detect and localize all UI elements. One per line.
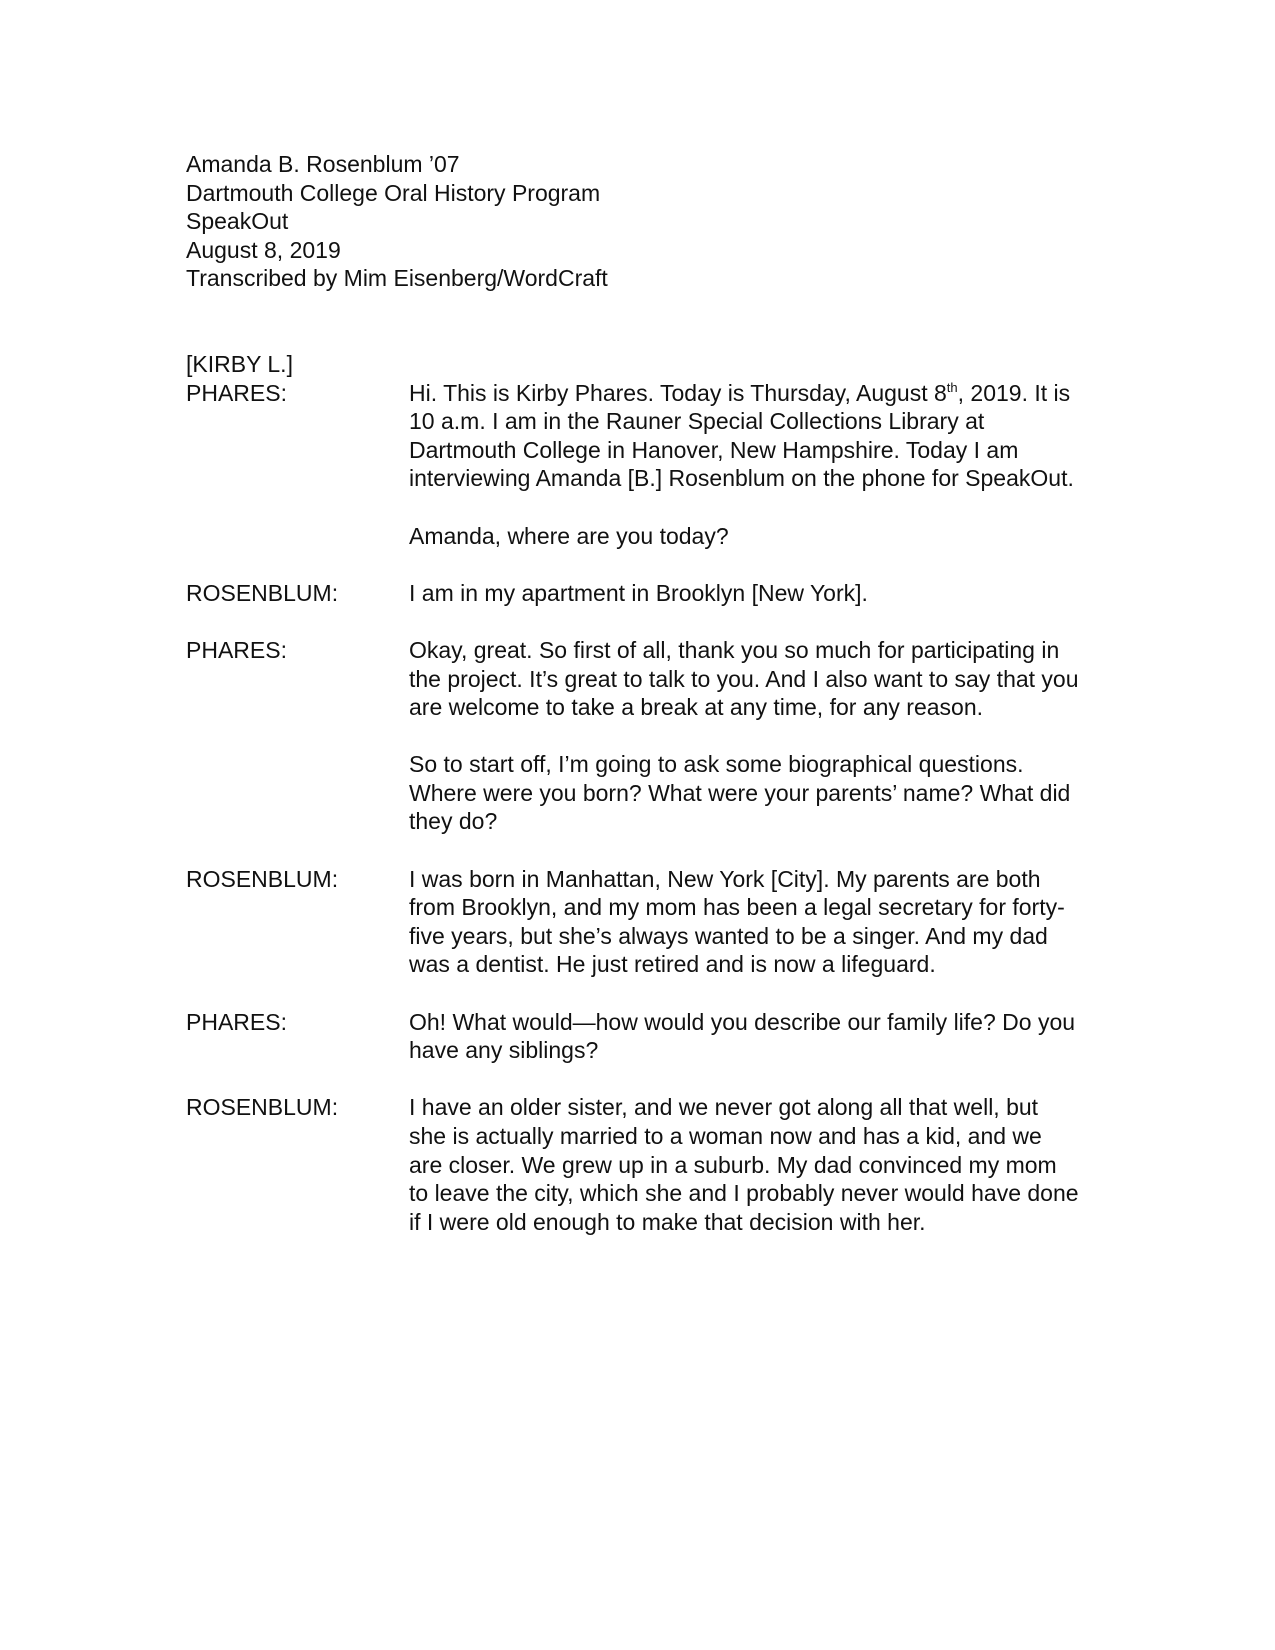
header-spacer	[186, 293, 1086, 350]
speaker-label	[186, 636, 409, 665]
transcript-turn	[186, 1008, 1086, 1065]
paragraph: Okay, great. So first of all, thank you so much for participating in the project. It’s great to talk to you. And I also want to say that you are welcome to take a break at any time, for any reason.	[409, 636, 1079, 721]
paragraph-text: Hi. This is Kirby Phares. Today is Thursday, August 8	[409, 379, 947, 406]
transcript-turn	[186, 636, 1086, 836]
paragraph	[409, 379, 1079, 493]
paragraph: I was born in Manhattan, New York [City]. My parents are both from Brooklyn, and my mom has been a legal secretary for forty-five years, but she’s always wanted to be a singer. And my dad was a dentist. He just retired and is now a lifeguard.	[409, 865, 1065, 978]
transcript-turn	[186, 865, 1086, 979]
speech-text	[409, 1093, 1079, 1236]
ordinal-suffix: th	[946, 379, 958, 395]
speaker-label	[186, 1008, 409, 1037]
speech-text	[409, 865, 1079, 979]
speech-text	[409, 636, 1079, 836]
speaker-name: PHARES:	[186, 636, 287, 663]
document-header	[186, 150, 1086, 293]
interviewee-name: Amanda B. Rosenblum ’07	[186, 151, 460, 177]
paragraph: Oh! What would—how would you describe our family life? Do you have any siblings?	[409, 1008, 1076, 1064]
paragraph: I have an older sister, and we never got along all that well, but she is actually married to a woman now and has a kid, and we are closer. We grew up in a suburb. My dad convinced my mom to leave the city, which she and I probably never would have done if I were old enough to make that decision with her.	[409, 1094, 1079, 1235]
speaker-label	[186, 1093, 409, 1122]
speaker-name: ROSENBLUM:	[186, 865, 339, 892]
speaker-label	[186, 579, 409, 608]
transcript-body	[186, 350, 1086, 1236]
program-name: Dartmouth College Oral History Program	[186, 179, 601, 206]
speech-text	[409, 1008, 1079, 1065]
speaker-name: PHARES:	[186, 379, 287, 406]
speaker-label	[186, 865, 409, 894]
interview-date: August 8, 2019	[186, 236, 341, 263]
speaker-label	[186, 350, 409, 407]
speaker-name: PHARES:	[186, 1008, 287, 1035]
paragraph-text: , 2019. It is 10 a.m. I am in the Rauner Special Collections Library at Dartmouth College in Hanover, New Hampshire. Today I am interviewing Amanda [B.] Rosenblum on the phone for SpeakOut.	[409, 379, 1074, 492]
transcript-turn	[186, 579, 1086, 608]
paragraph: Amanda, where are you today?	[409, 522, 729, 549]
speech-text	[409, 350, 1079, 550]
paragraph: So to start off, I’m going to ask some biographical questions. Where were you born? What were your parents’ name? What did they do?	[409, 751, 1071, 835]
transcript-page	[186, 150, 1086, 1265]
speaker-name: ROSENBLUM:	[186, 1094, 339, 1121]
transcript-turn	[186, 350, 1086, 550]
speaker-name: ROSENBLUM:	[186, 579, 339, 606]
project-name: SpeakOut	[186, 208, 289, 235]
speaker-prefix: [KIRBY L.]	[186, 350, 293, 377]
paragraph: I am in my apartment in Brooklyn [New York].	[409, 579, 868, 606]
speech-text	[409, 579, 1079, 608]
transcript-turn	[186, 1093, 1086, 1236]
transcriber-credit: Transcribed by Mim Eisenberg/WordCraft	[186, 265, 608, 292]
